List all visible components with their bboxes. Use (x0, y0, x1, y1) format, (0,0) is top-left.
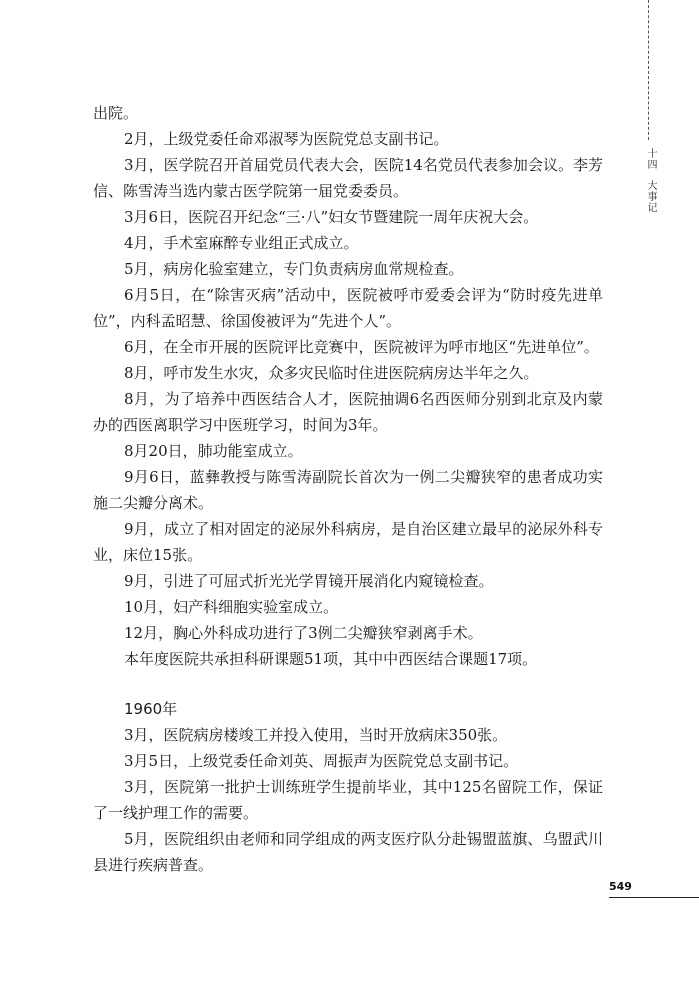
chronicle-entry: 9月，引进了可屈式折光光学胃镜开展消化内窥镜检查。 (124, 572, 494, 590)
chronicle-entry: 9月6日，蓝彝教授与陈雪涛副院长首次为一例二尖瓣狭窄的患者成功实施二尖瓣分离术。 (93, 468, 603, 512)
margin-dashed-rule (648, 0, 649, 140)
chronicle-entry: 8月，为了培养中西医结合人才，医院抽调6名西医师分别到北京及内蒙办的西医离职学习中医班学习，时间为3年。 (93, 390, 603, 434)
chronicle-entry: 3月，医学院召开首届党员代表大会，医院14名党员代表参加会议。李芳信、陈雪涛当选内蒙古医学院第一届党委委员。 (93, 156, 603, 200)
chapter-side-label (641, 148, 657, 213)
chronicle-entry: 3月5日，上级党委任命刘英、周振声为医院党总支副书记。 (124, 752, 519, 770)
chronicle-entry: 3月6日，医院召开纪念“三·八”妇女节暨建院一周年庆祝大会。 (124, 208, 539, 226)
chronicle-entry: 6月5日，在“除害灭病”活动中，医院被呼市爱委会评为“防时疫先进单位”，内科孟昭慧、徐国俊被评为“先进个人”。 (93, 286, 603, 330)
chronicle-entry: 8月20日，肺功能室成立。 (124, 442, 303, 460)
chronicle-entry: 3月，医院病房楼竣工并投入使用，当时开放病床350张。 (124, 726, 508, 744)
chronicle-entry: 4月，手术室麻醉专业组正式成立。 (124, 234, 359, 252)
section-1960-entries (93, 722, 603, 878)
chapter-title: 大事记 (645, 180, 656, 213)
chronicle-entry: 10月，妇产科细胞实验室成立。 (124, 598, 339, 616)
year-heading: 1960年 (124, 700, 178, 718)
chapter-number: 十四 (645, 148, 656, 170)
chronicle-entry: 5月，医院组织由老师和同学组成的两支医疗队分赴锡盟蓝旗、乌盟武川县进行疾病普查。 (93, 830, 603, 874)
chronicle-entry: 3月，医院第一批护士训练班学生提前毕业，其中125名留院工作，保证了一线护理工作的需要。 (93, 778, 603, 822)
chronicle-entry: 8月，呼市发生水灾，众多灾民临时住进医院病房达半年之久。 (124, 364, 539, 382)
chronicle-entry: 6月，在全市开展的医院评比竞赛中，医院被评为呼市地区“先进单位”。 (124, 338, 599, 356)
page-number-rule (609, 897, 699, 898)
section-1959-entries (93, 100, 603, 672)
chronicle-entry: 出院。 (93, 104, 139, 122)
chronicle-entry: 9月，成立了相对固定的泌尿外科病房，是自治区建立最早的泌尿外科专业，床位15张。 (93, 520, 603, 564)
chronicle-entry: 本年度医院共承担科研课题51项，其中中西医结合课题17项。 (124, 650, 538, 668)
page-number: 549 (609, 880, 632, 893)
body-text (93, 100, 603, 878)
chronicle-entry: 12月，胸心外科成功进行了3例二尖瓣狭窄剥离手术。 (124, 624, 483, 642)
chronicle-entry: 2月，上级党委任命邓淑琴为医院党总支副书记。 (124, 130, 449, 148)
chronicle-entry: 5月，病房化验室建立，专门负责病房血常规检查。 (124, 260, 464, 278)
